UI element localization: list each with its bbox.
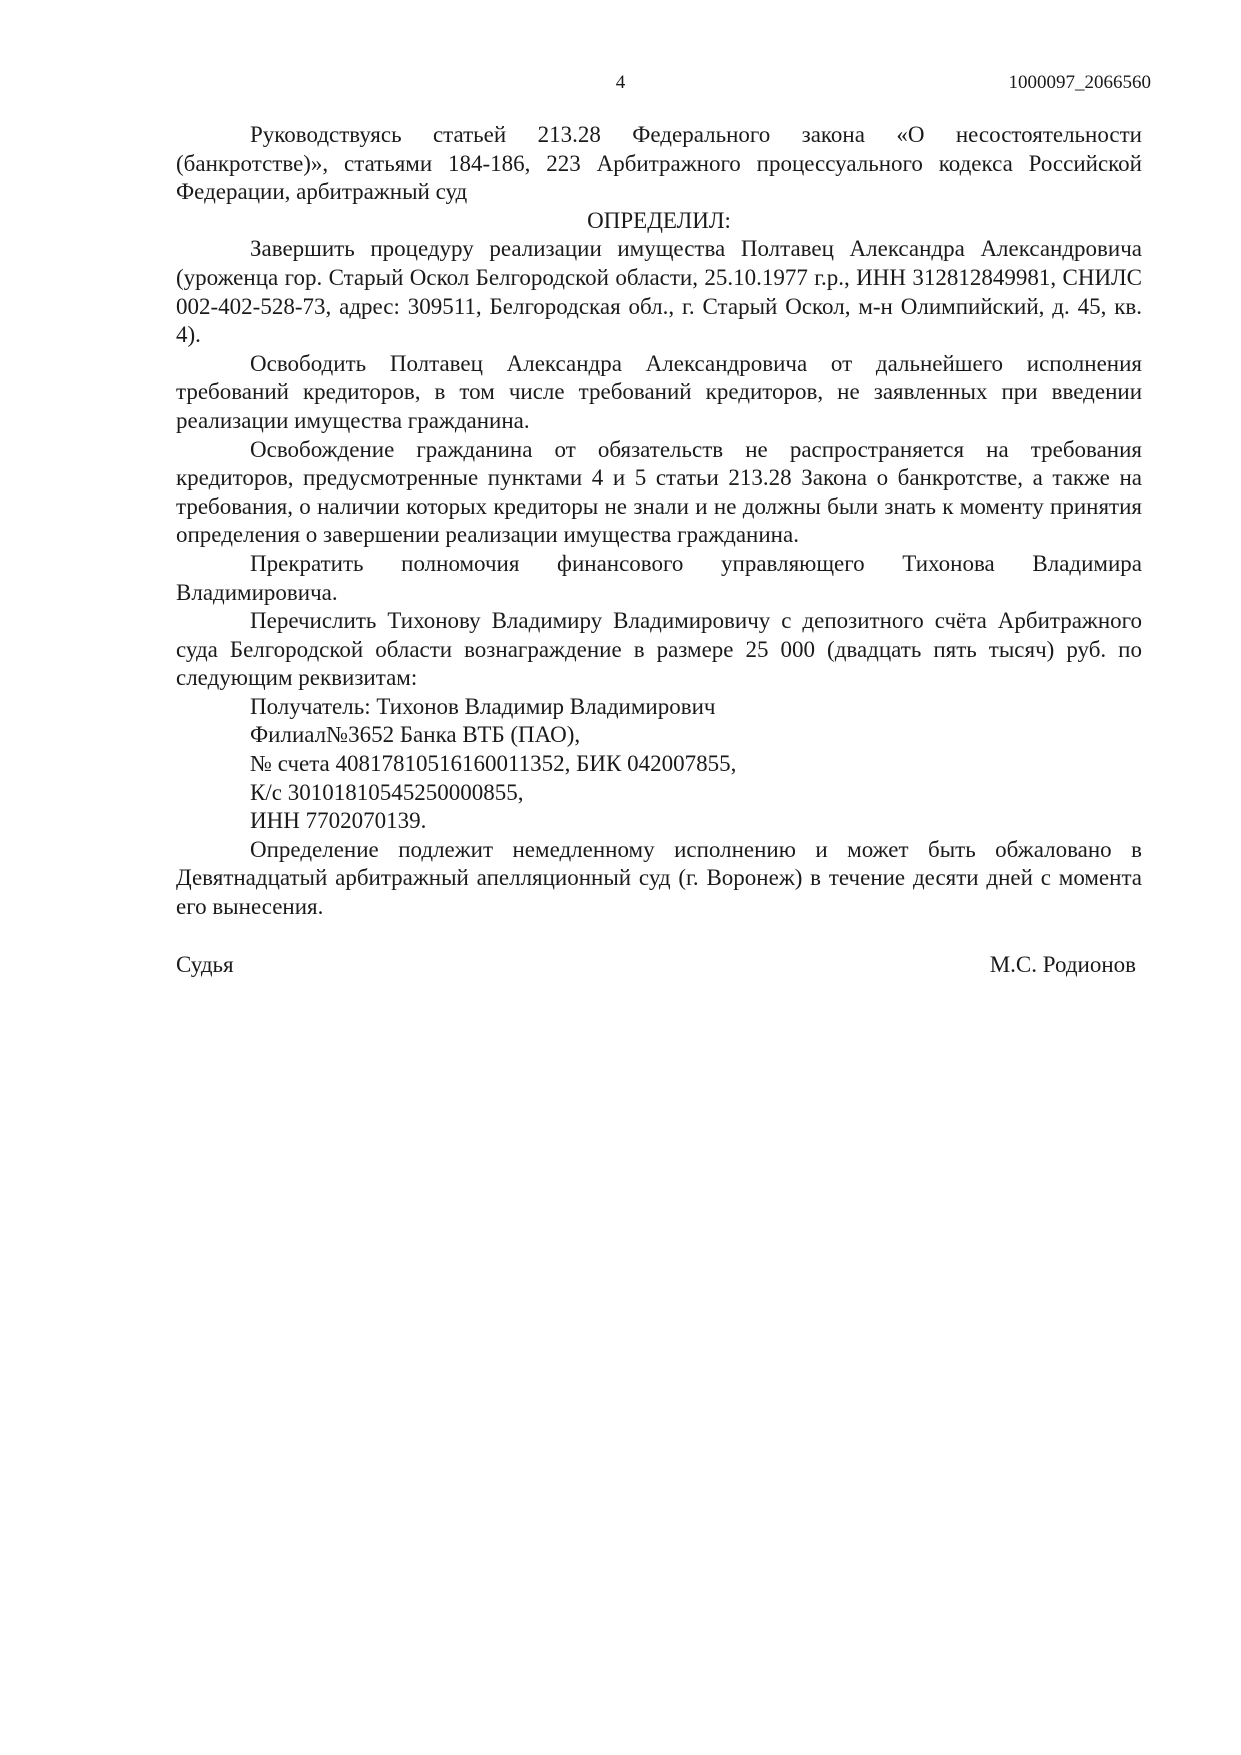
closing-paragraph: Определение подлежит немедленному исполнению и может быть обжаловано в Девятнадцатый арбитражный апелляционный суд (г. Воронеж) в течение десяти дней с момента его вынесения. bbox=[176, 836, 1142, 920]
document-id: 1000097_2066560 bbox=[1008, 72, 1151, 93]
signatory-role: Судья bbox=[176, 952, 234, 977]
ruling-paragraph-release-debtor: Освободить Полтавец Александра Александровича от дальнейшего исполнения требований кредиторов, в том числе требований кредиторов, не заявленных при введении реализации имущества гражданина. bbox=[176, 350, 1142, 433]
requisite-correspondent-account: К/с 30101810545250000855, bbox=[250, 779, 524, 805]
page-number: 4 bbox=[615, 72, 626, 93]
signatory-name: М.С. Родионов bbox=[989, 952, 1136, 977]
ruling-paragraph-terminate-manager: Прекратить полномочия финансового управляющего Тихонова Владимира Владимировича. bbox=[176, 550, 1142, 605]
ruling-paragraph-transfer-fee: Перечислить Тихонову Владимиру Владимировичу с депозитного счёта Арбитражного суда Белгородской области вознаграждение в размере 25 000 (двадцать пять тысяч) руб. по следующим реквизитам: bbox=[176, 608, 1142, 691]
document-body bbox=[176, 121, 1142, 922]
ruling-paragraph-release-exceptions: Освобождение гражданина от обязательств не распространяется на требования кредиторов, предусмотренные пунктами 4 и 5 статьи 213.28 Закона о банкротстве, а также на требования, о наличии которых кредиторы не знали и не должны были знать к моменту принятия определения о завершении реализации имущества гражданина. bbox=[176, 436, 1142, 548]
requisite-account-bik: № счета 40817810516160011352, БИК 042007855, bbox=[250, 751, 737, 777]
ruling-paragraph-complete-procedure: Завершить процедуру реализации имущества Полтавец Александра Александровича (уроженца гор. Старый Оскол Белгородской области, 25.10.1977 г.р., ИНН 312812849981, СНИЛС 002-402-528-73, адрес: 309511, Белгородская обл., г. Старый Оскол, м-н Олимпийский, д. 45, кв. 4). bbox=[176, 236, 1142, 348]
requisite-bank-branch: Филиал№3652 Банка ВТБ (ПАО), bbox=[250, 722, 581, 748]
requisite-inn: ИНН 7702070139. bbox=[250, 808, 427, 834]
preamble-paragraph: Руководствуясь статьей 213.28 Федерального закона «О несостоятельности (банкротстве)», статьями 184-186, 223 Арбитражного процессуального кодекса Российской Федерации, арбитражный суд bbox=[176, 122, 1142, 205]
requisite-recipient: Получатель: Тихонов Владимир Владимирович bbox=[250, 693, 716, 719]
ruling-heading: ОПРЕДЕЛИЛ: bbox=[587, 207, 731, 233]
